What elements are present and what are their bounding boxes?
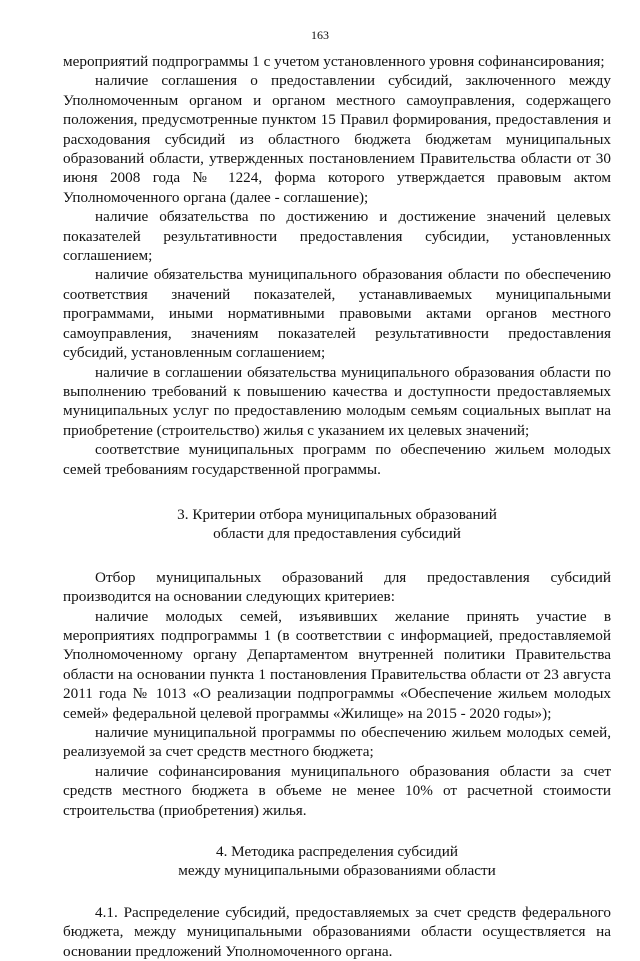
- paragraph: наличие обязательства муниципального образования области по обеспечению соответствия значений показателей, устанавливаемых муниципальными программами, иными нормативными правовыми актами органов местного самоуправления, значениям показателей результативности предоставления субсидий, установленным соглашением;: [63, 266, 611, 362]
- paragraph: наличие обязательства по достижению и достижение значений целевых показателей результативности предоставления субсидии, установленных соглашением;: [63, 208, 611, 265]
- paragraph: наличие софинансирования муниципального образования области за счет средств местного бюджета в объеме не менее 10% от расчетной стоимости строительства (приобретения) жилья.: [63, 762, 611, 819]
- paragraph: 4.1. Распределение субсидий, предоставляемых за счет средств федерального бюджета, между муниципальными образованиями области осуществляется на основании предложений Уполномоченного органа.: [63, 903, 611, 960]
- page-number: 163: [311, 28, 329, 42]
- paragraph: Отбор муниципальных образований для предоставления субсидий производится на основании следующих критериев:: [63, 568, 611, 606]
- section-4-heading: [63, 842, 611, 881]
- section-3-heading: [63, 505, 611, 544]
- section-4-heading-line-2: между муниципальными образованиями области: [178, 862, 496, 880]
- section-3-heading-line-1: 3. Критерии отбора муниципальных образований: [177, 505, 497, 523]
- section-4-heading-line-1: 4. Методика распределения субсидий: [215, 843, 459, 861]
- paragraph: наличие молодых семей, изъявивших желание принять участие в мероприятиях подпрограммы 1 (в соответствии с информацией, предоставляемой Уполномоченному органу Департаментом внутренней политики Правительства области на основании пункта 1 постановления Правительства области от 23 августа 2011 года № 1013 «О реализации подпрограммы «Обеспечение жильем молодых семей» федеральной целевой программы «Жилище» на 2015 - 2020 годы»);: [63, 607, 611, 722]
- paragraph: наличие соглашения о предоставлении субсидий, заключенного между Уполномоченным органом и органом местного самоуправления, содержащего положения, предусмотренные пунктом 15 Правил формирования, предоставления и расходования субсидий из областного бюджета бюджетам муниципальных образований области, утвержденных постановлением Правительства области от 30 июня 2008 года № 1224, форма которого утверждается правовым актом Уполномоченного органа (далее - соглашение);: [63, 72, 611, 206]
- document-body: [63, 52, 611, 961]
- section-3-heading-line-2: области для предоставления субсидий: [213, 525, 461, 543]
- paragraph: мероприятий подпрограммы 1 с учетом установленного уровня софинансирования;: [63, 53, 605, 70]
- paragraph: наличие в соглашении обязательства муниципального образования области по выполнению требований к повышению качества и доступности предоставляемых муниципальных услуг по предоставлению молодым семьям социальных выплат на приобретение (строительство) жилья с указанием их целевых значений;: [63, 363, 611, 439]
- paragraph: соответствие муниципальных программ по обеспечению жильем молодых семей требованиям государственной программы.: [63, 441, 611, 478]
- paragraph: наличие муниципальной программы по обеспечению жильем молодых семей, реализуемой за счет средств местного бюджета;: [63, 724, 611, 761]
